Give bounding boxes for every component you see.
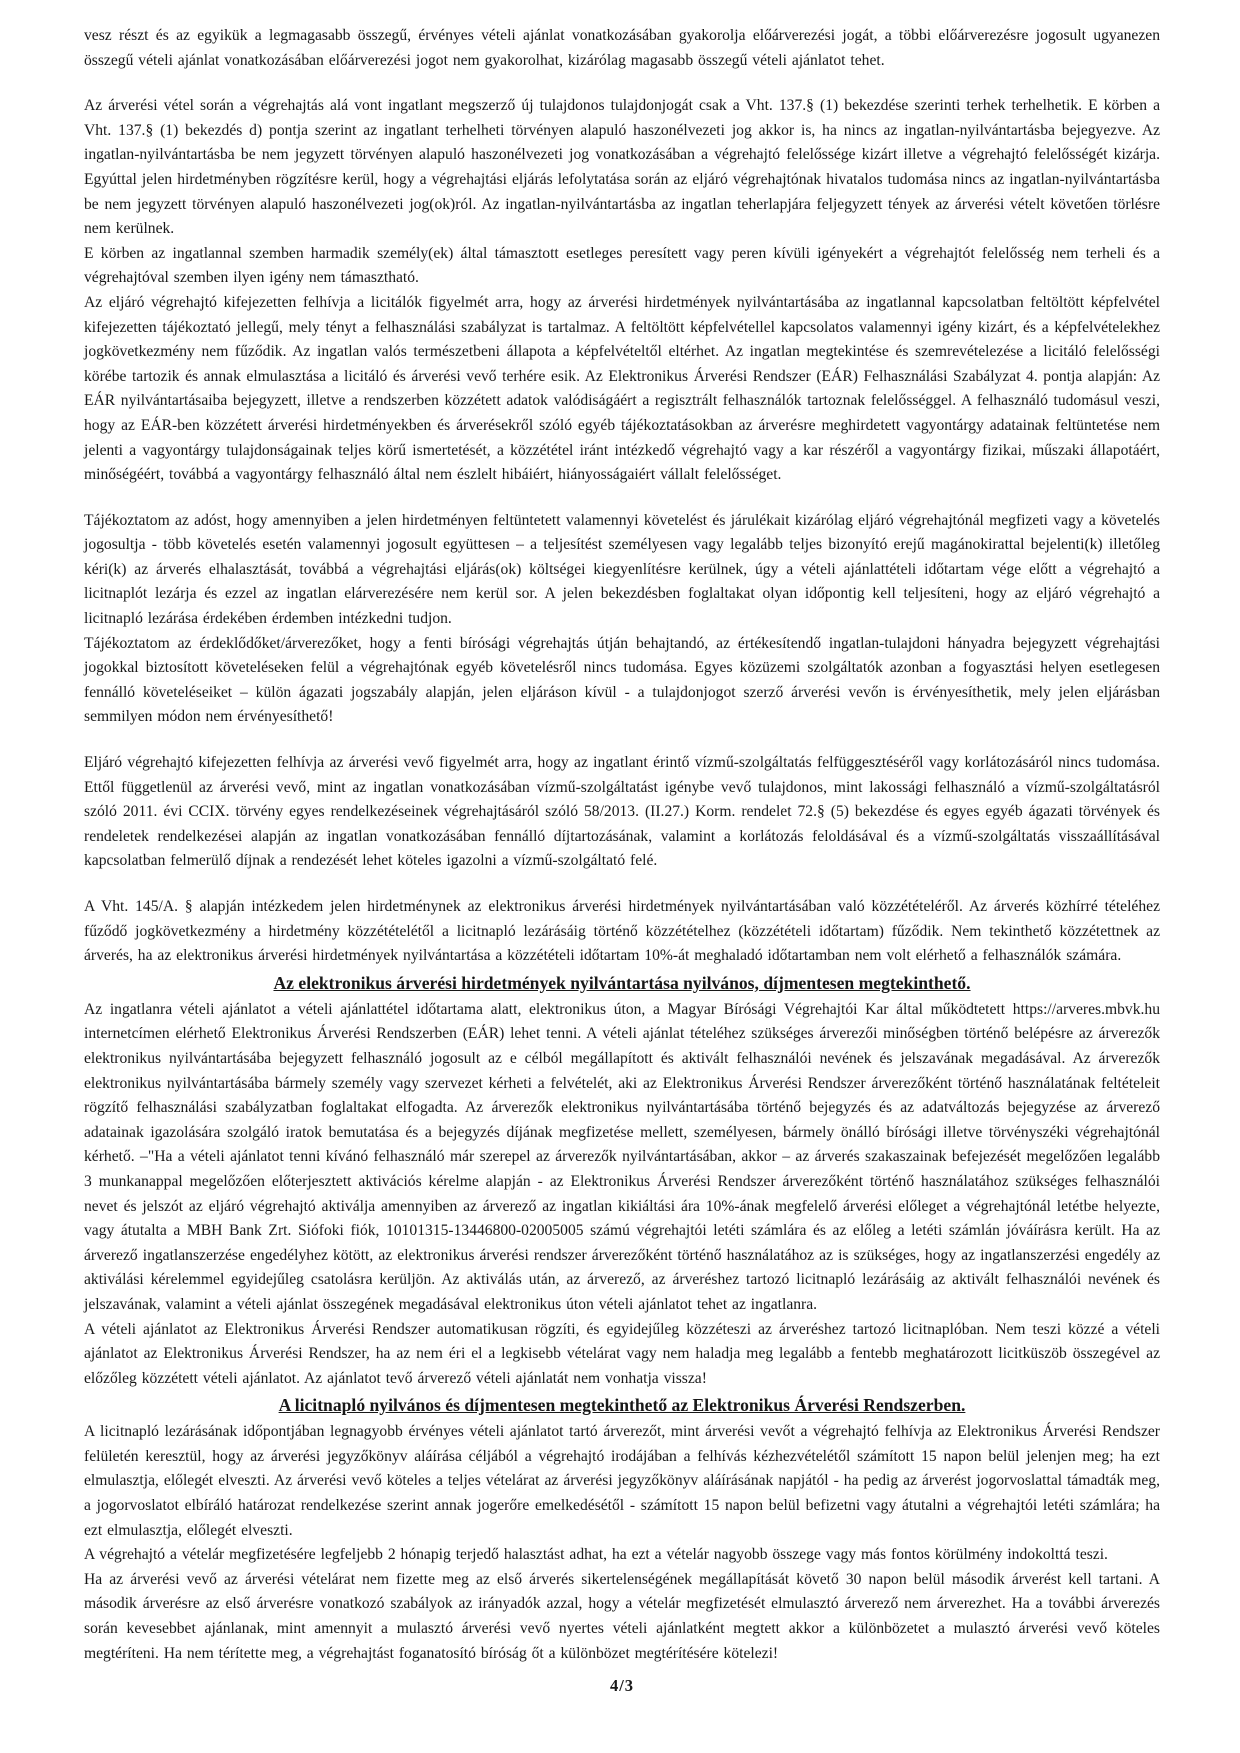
paragraph: Eljáró végrehajtó kifejezetten felhívja az árverési vevő figyelmét arra, hogy az ingatlant érintő vízmű-szolgáltatás felfüggesztéséről vagy korlátozásáról nincs tudomása. Ettől függetlenül az árverési vevő, mint az ingatlan vonatkozásában vízmű-szolgáltatást igénybe vevő tulajdonos, mint lakossági felhasználó a vízmű-szolgáltatásról szóló 2011. évi CCIX. törvény egyes rendelkezéseinek végrehajtásáról szóló 58/2013. (II.27.) Korm. rendelet 72.§ (5) bekezdése és egyes egyéb ágazati törvények és rendeletek rendelkezései alapján az ingatlan vonatkozásában fennálló díjtartozásának, valamint a korlátozás feloldásával és a vízmű-szolgáltatás visszaállításával kapcsolatban felmerülő díjnak a rendezését lehet köteles igazolni a vízmű-szolgáltató felé. [84, 754, 1160, 870]
section-heading: A licitnapló nyilvános és díjmentesen megtekinthető az Elektronikus Árverési Rendszerben. [278, 1395, 966, 1416]
section-heading: Az elektronikus árverési hirdetmények nyilvántartása nyilvános, díjmentesen megtekinthető. [273, 972, 971, 993]
document-body [84, 24, 1160, 1666]
paragraph: A licitnapló lezárásának időpontjában legnagyobb érvényes vételi ajánlatot tartó árverezőt, mint árverési vevőt a végrehajtó felhívja az Elektronikus Árverési Rendszer felületén keresztül, hogy az árverési jegyzőkönyv aláírása céljából a végrehajtó irodájában a felhívás kézhezvételétől számított 15 napon belül jelenjen meg; ha ezt elmulasztja, előlegét elveszti. Az árverési vevő köteles a teljes vételárat az árverési jegyzőkönyv aláírásának napjától - ha pedig az árverést jogorvoslattal támadták meg, a jogorvoslatot elbíráló határozat rendelkezése szerint annak jogerőre emelkedésétől - számított 15 napon belül befizetni vagy átutalni a végrehajtói letéti számlára; ha ezt elmulasztja, előlegét elveszti. [84, 1423, 1160, 1539]
paragraph: A vételi ajánlatot az Elektronikus Árverési Rendszer automatikusan rögzíti, és egyidejűleg közzéteszi az árveréshez tartozó licitnaplóban. Nem teszi közzé a vételi ajánlatot az Elektronikus Árverési Rendszer, ha az nem éri el a legkisebb vételárat vagy nem haladja meg legalább a fentebb meghatározott licitküszöb összegével az előzőleg közzétett vételi ajánlatot. Az ajánlatot tevő árverező vételi ajánlatát nem vonhatja vissza! [84, 1320, 1160, 1387]
paragraph: Az árverési vétel során a végrehajtás alá vont ingatlant megszerző új tulajdonos tulajdonjogát csak a Vht. 137.§ (1) bekezdése szerinti terhek terhelhetik. E körben a Vht. 137.§ (1) bekezdés d) pontja szerint az ingatlant terhelheti törvényen alapuló haszonélvezeti jog akkor is, ha nincs az ingatlan-nyilvántartásba bejegyezve. Az ingatlan-nyilvántartásba be nem jegyzett törvényen alapuló haszonélvezeti jog vonatkozásában a végrehajtó felelőssége kizárt illetve a végrehajtó felelősségét kizárja. Egyúttal jelen hirdetményben rögzítésre kerül, hogy a végrehajtási eljárás lefolytatása során az eljáró végrehajtónak hivatalos tudomása nincs az ingatlan-nyilvántartásba be nem jegyzett törvényen alapuló haszonélvezeti jog(ok)ról. Az ingatlan-nyilvántartásba az ingatlan teherlapjára feljegyzett tények az árverési vételt követően törlésre nem kerülnek. [84, 97, 1160, 238]
paragraph: Az eljáró végrehajtó kifejezetten felhívja a licitálók figyelmét arra, hogy az árverési hirdetmények nyilvántartásába az ingatlannal kapcsolatban feltöltött képfelvétel kifejezetten tájékoztató jellegű, mely tényt a felhasználási szabályzat is tartalmaz. A feltöltött képfelvétellel kapcsolatos valamennyi igény kizárt, és a képfelvételekhez jogkövetkezmény nem fűződik. Az ingatlan valós természetbeni állapota a képfelvételtől eltérhet. Az ingatlan megtekintése és szemrevételezése a licitáló felelősségi körébe tartozik és annak elmulasztása a licitáló és árverési vevő terhére esik. Az Elektronikus Árverési Rendszer (EÁR) Felhasználási Szabályzat 4. pontja alapján: Az EÁR nyilvántartásaiba bejegyzett, illetve a rendszerben közzétett adatok valódiságáért a regisztrált felhasználók tartoznak felelősséggel. A felhasználó tudomásul veszi, hogy az EÁR-ben közzétett árverési hirdetményekben és árverésekről szóló egyéb tájékoztatásokban az árverésre meghirdetett vagyontárgy adatainak feltüntetése nem jelenti a vagyontárgy tulajdonságainak teljes körű ismertetését, a közzététel iránt intézkedő végrehajtó vagy a kar részéről a vagyontárgy fizikai, műszaki állapotáért, minőségéért, továbbá a vagyontárgy felhasználó által nem észlelt hibáiért, hiányosságaiért vállalt felelősséget. [84, 293, 1160, 484]
page-number: 4/3 [609, 1676, 635, 1696]
paragraph: Ha az árverési vevő az árverési vételárat nem fizette meg az első árverés sikertelenségének megállapítását követő 30 napon belül második árverést kell tartani. A második árverésre az első árverésre vonatkozó szabályok az irányadók azzal, hogy a vételár megfizetését elmulasztó árverező nem árverezhet. Ha a további árverezés során kevesebbet ajánlanak, mint amennyit a mulasztó árverési vevő nyertes vételi ajánlatként megtett akkor a különbözetet a mulasztó árverési vevő köteles megtéríteni. Ha nem térítette meg, a végrehajtást foganatosító bíróság őt a különbözet megtérítésére kötelezi! [84, 1570, 1160, 1662]
paragraph: E körben az ingatlannal szemben harmadik személy(ek) által támasztott esetleges peresített vagy peren kívüli igényekért a végrehajtót felelősség nem terheli és a végrehajtóval szemben ilyen igény nem támasztható. [84, 244, 1160, 287]
paragraph: A végrehajtó a vételár megfizetésére legfeljebb 2 hónapig terjedő halasztást adhat, ha ezt a vételár nagyobb összege vagy más fontos körülmény indokolttá teszi. [84, 1546, 1108, 1564]
paragraph: A Vht. 145/A. § alapján intézkedem jelen hirdetménynek az elektronikus árverési hirdetmények nyilvántartásában való közzétételéről. Az árverés közhírré tételéhez fűződő jogkövetkezmény a hirdetmény közzétételétől a licitnapló lezárásáig történő közzétételhez (közzétételi időtartam) fűződik. Nem tekinthető közzétettnek az árverés, ha az elektronikus árverési hirdetmények nyilvántartása a közzétételi időtartam 10%-át meghaladó időtartamban nem volt elérhető a felhasználók számára. [84, 898, 1160, 965]
paragraph: Az ingatlanra vételi ajánlatot a vételi ajánlattétel időtartama alatt, elektronikus úton, a Magyar Bírósági Végrehajtói Kar által működtetett https://arveres.mbvk.hu internetcímen elérhető Elektronikus Árverési Rendszerben (EÁR) lehet tenni. A vételi ajánlat tételéhez szükséges árverezői minőségben történő belépésre az árverezők elektronikus nyilvántartásába bejegyzett felhasználó jogosult az e célból megállapított és aktivált felhasználói nevének és jelszavának megadásával. Az árverezők elektronikus nyilvántartásába bármely személy vagy szervezet kérheti a felvételét, aki az Elektronikus Árverési Rendszer árverezőként történő használatának feltételeit rögzítő felhasználási szabályzatban foglaltakat elfogadta. Az árverezők elektronikus nyilvántartásába történő bejegyzés és az adatváltozás bejegyzése az árverező adatainak igazolására szolgáló iratok bemutatása és a bejegyzés díjának megfizetése mellett, személyesen, bármely önálló bírósági illetve törvényszéki végrehajtónál kérhető. –"Ha a vételi ajánlatot tenni kívánó felhasználó már szerepel az árverezők nyilvántartásában, akkor – az árverés szakaszainak befejezését megelőzően legalább 3 munkanappal megelőzően előterjesztett aktivációs kérelme alapján - az Elektronikus Árverési Rendszer árverezőként történő használatához szükséges felhasználói nevet és jelszót az eljáró végrehajtó aktiválja amennyiben az árverező az ingatlan kikiáltási ára 10%-ának megfelelő árverési előleget a végrehajtónál letétbe helyezte, vagy átutalta a MBH Bank Zrt. Siófoki fiók, 10101315-13446800-02005005 számú végrehajtói letéti számlára és az előleg a letéti számlán jóváírásra került. Ha az árverező ingatlanszerzése engedélyhez kötött, az elektronikus árverési rendszer árverezőként történő használatához az is szükséges, hogy az ingatlanszerzési engedély az aktiválási kérelemmel egyidejűleg csatolásra kerüljön. Az aktiválás után, az árverező, az árveréshez tartozó licitnapló lezárásáig az aktivált felhasználói nevének és jelszavának, valamint a vételi ajánlat összegének megadásával elektronikus úton vételi ajánlatot tehet az ingatlanra. [84, 1000, 1160, 1313]
paragraph: Tájékoztatom az érdeklődőket/árverezőket, hogy a fenti bírósági végrehajtás útján behajtandó, az értékesítendő ingatlan-tulajdoni hányadra bejegyzett végrehajtási jogokkal biztosított követeléseken felül a végrehajtónak egyéb követelésről nincs tudomása. Egyes közüzemi szolgáltatók azonban a fogyasztási helyen esetlegesen fennálló követeléseiket – külön ágazati jogszabály alapján, jelen eljáráson kívül - a tulajdonjogot szerző árverési vevőn is érvényesíthetik, mely jelen eljárásban semmilyen módon nem érvényesíthető! [84, 634, 1160, 726]
paragraph: Tájékoztatom az adóst, hogy amennyiben a jelen hirdetményen feltüntetett valamennyi követelést és járulékait kizárólag eljáró végrehajtónál megfizeti vagy a követelés jogosultja - több követelés esetén valamennyi jogosult együttesen – a teljesítést személyesen vagy legalább teljes bizonyító erejű magánokirattal bejelenti(k) illetőleg kéri(k) az árverés elhalasztását, továbbá a végrehajtási eljárás(ok) költségei kiegyenlítésre kerülnek, úgy a vételi ajánlattételi időtartam vége előtt a végrehajtó a licitnaplót lezárja és ezzel az ingatlan elárverezésére nem kerül sor. A jelen bekezdésben foglaltakat olyan időpontig kell teljesíteni, hogy az eljáró végrehajtó a licitnapló lezárása érdekében érdemben intézkedni tudjon. [84, 511, 1160, 628]
paragraph: vesz részt és az egyikük a legmagasabb összegű, érvényes vételi ajánlat vonatkozásában gyakorolja előárverezési jogát, a többi előárverezésre jogosult ugyanezen összegű vételi ajánlat vonatkozásában előárverezési jogot nem gyakorolhat, kizárólag magasabb összegű vételi ajánlatot tehet. [84, 27, 1160, 69]
